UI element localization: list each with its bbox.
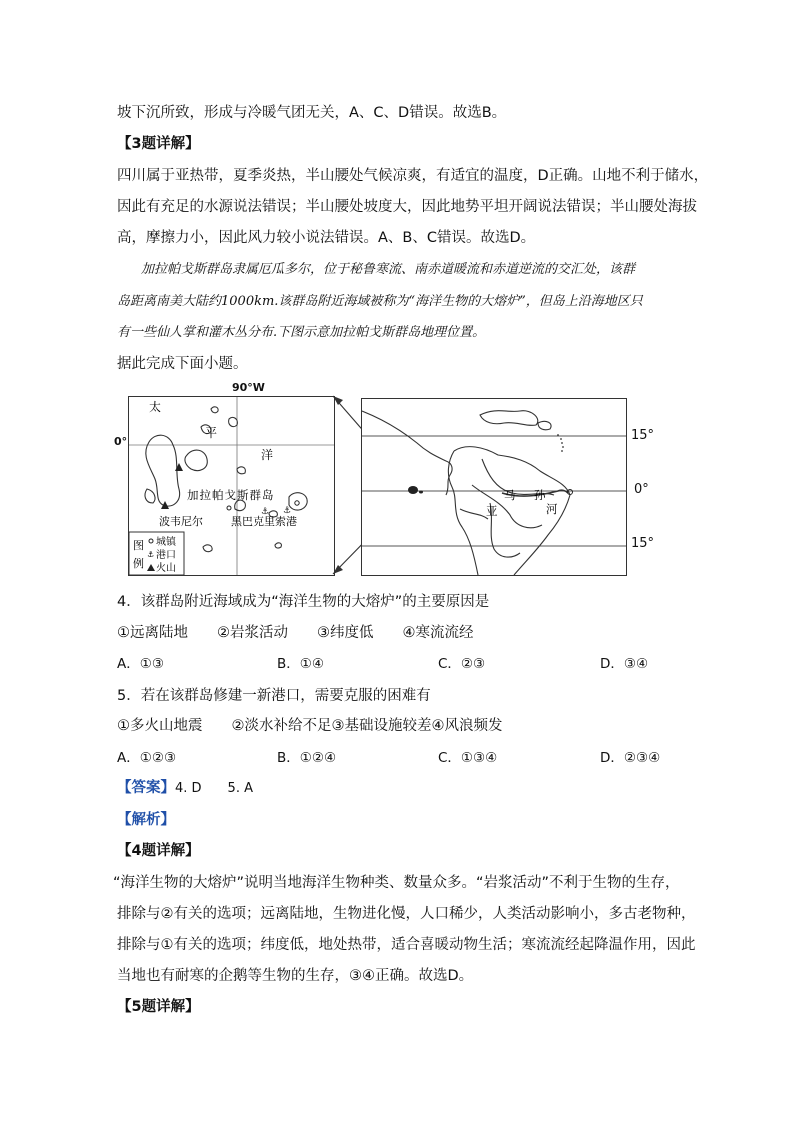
cuba-outline [480,411,538,426]
legend-item-port: 港口 [156,550,176,561]
instruction: 据此完成下面小题。 [117,356,248,372]
country-borders [460,509,488,519]
q5-option-c: C．①③④ [438,750,498,766]
legend-item-town: 城镇 [156,537,176,548]
legend-port-icon: ⚓ [147,550,155,559]
town-icon [227,506,231,510]
island-outlines [145,407,307,552]
town-icon [295,501,299,505]
q4-body-line-2: 排除与②有关的选项；远离陆地，生物进化慢，人口稀少，人类活动影响小，多古老物种， [117,906,696,922]
isabela-island [146,435,180,506]
q4-body-line-4: 当地也有耐寒的企鹅等生物的生存，③④正确。故选D。 [117,968,474,984]
port-icon: ⚓ [261,507,270,517]
river-char-sun: 孙 [534,488,546,502]
archipelago-label: 加拉帕戈斯群岛 [187,488,275,502]
central-america-coast [362,411,452,495]
q4-option-a: A．①③ [117,656,164,672]
lat-label-15n: 15° [631,428,655,443]
galapagos-marker-small [419,491,423,494]
inset-map-galapagos [128,396,335,576]
floreana-island [203,545,212,552]
genovesa-island [229,417,238,426]
q4-body-line-1: “海洋生物的大熔炉”说明当地海洋生物种类、数量众多。“岩浆活动”不利于生物的生存， [113,875,680,891]
q4-option-b: B．①④ [277,656,324,672]
equator-label: 0° [114,435,128,448]
lat-label-0: 0° [634,482,649,497]
legend-title-1: 图 [133,539,144,552]
galapagos-marker [408,486,418,494]
q4-body-line-3: 排除与①有关的选项；纬度低，地处热带，适合喜暖动物生活；寒流流经起降温作用，因此 [117,937,696,953]
q3-header: 【3题详解】 [117,136,200,152]
hispaniola-outline [538,421,551,429]
q5-option-a: A．①②③ [117,750,177,766]
legend [129,532,184,575]
santiago-island [185,450,207,470]
material-line-3: 有一些仙人掌和灌木丛分布.下图示意加拉帕戈斯群岛地理位置。 [117,325,486,340]
ocean-label-3: 洋 [261,448,274,462]
q4-items: ①远离陆地 ②岩浆活动 ③纬度低 ④寒流流经 [117,625,474,641]
q3-body-line-2: 因此有充足的水源说法错误；半山腰处坡度大，因此地势平坦开阔说法错误；半山腰处海拔 [117,199,697,215]
islet-north [211,407,218,413]
q5-option-d: D．②③④ [600,750,661,766]
caribbean-islets [557,434,564,452]
legend-title-2: 例 [133,557,144,570]
q3-body-line-3: 高，摩擦力小，因此风力较小说法错误。A、B、C错误。故选D。 [117,230,536,246]
material-line-1: 加拉帕戈斯群岛隶属厄瓜多尔，位于秘鲁寒流、南赤道暖流和赤道逆流的交汇处，该群 [141,262,636,277]
q4-stem: 4．该群岛附近海域成为“海洋生物的大熔炉”的主要原因是 [117,594,490,610]
material-line-2: 岛距离南美大陆约1000km.该群岛附近海域被称为“海洋生物的大熔炉”，但岛上沿海地区只 [117,294,643,309]
place-label-2: 黑巴克里索港 [231,515,297,528]
ocean-label-2: 平 [205,426,218,440]
river-char-he: 河 [546,502,558,516]
q4-option-c: C．②③ [438,656,486,672]
small-island-west [145,489,155,503]
q4-option-d: D．③④ [600,656,649,672]
river-char-ya: 亚 [486,504,498,518]
meridian-label: 90°W [232,381,265,394]
q5-stem: 5．若在该群岛修建一新港口，需要克服的困难有 [117,688,431,704]
analysis-label: 【解析】 [117,812,175,828]
answer-line [117,778,253,799]
river-char-ma: 马 [504,488,516,502]
q4-header: 【4题详解】 [117,843,200,859]
q5-items: ①多火山地震 ②淡水补给不足③基础设施较差④风浪频发 [117,718,503,734]
regional-map-south-america [361,398,627,576]
islet-central [237,467,245,474]
q5-option-b: B．①②④ [277,750,337,766]
lat-label-15s: 15° [631,536,655,551]
legend-item-volcano: 火山 [156,563,176,574]
paragraph-prev-end: 坡下沉所致，形成与冷暖气团无关，A、C、D错误。故选B。 [117,105,507,121]
ocean-label-1: 太 [149,400,162,414]
islet-south [275,543,281,548]
port-icon: ⚓ [283,506,292,516]
answer-label: 【答案】 [117,780,175,796]
q5-header: 【5题详解】 [117,999,200,1015]
answer-text: 4. D 5. A [175,781,253,796]
place-label-1: 波韦尼尔 [159,515,203,528]
q3-body-line-1: 四川属于亚热带，夏季炎热，半山腰处气候凉爽，有适宜的温度，D正确。山地不利于储水， [117,168,709,184]
